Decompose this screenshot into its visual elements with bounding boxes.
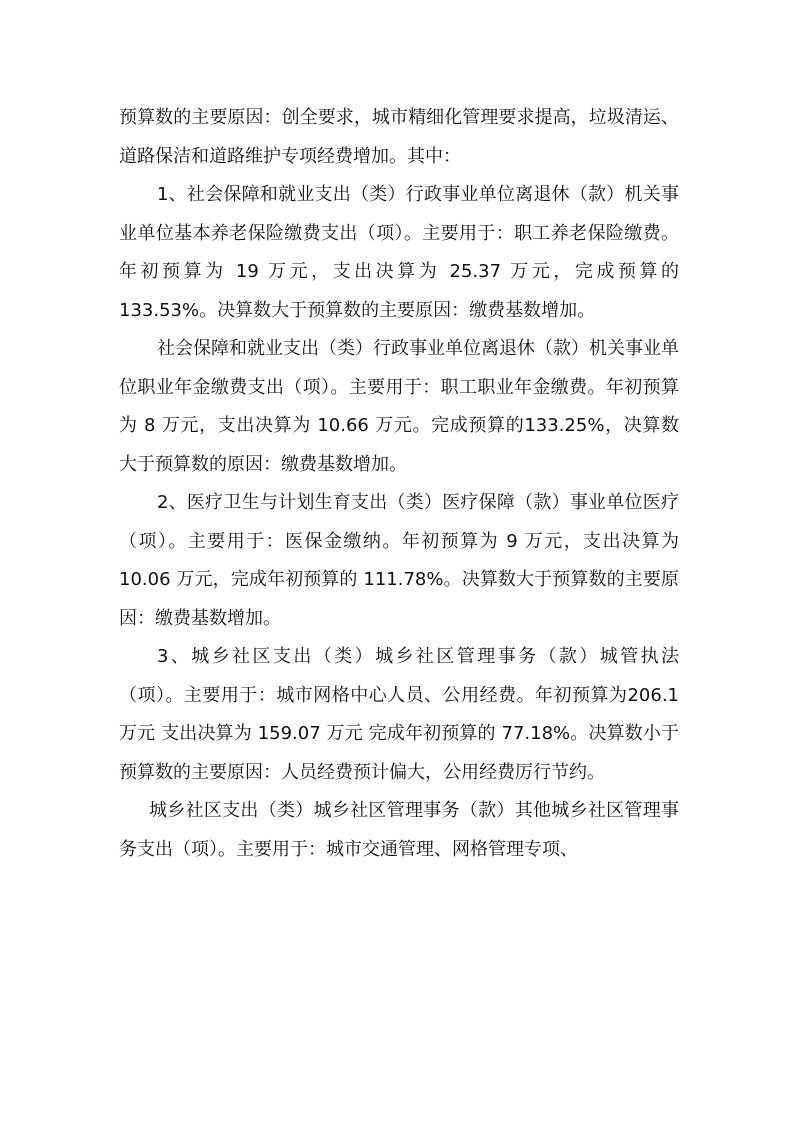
paragraph-item-3-urban-enforcement: 3、城乡社区支出（类）城乡社区管理事务（款）城管执法（项）。主要用于：城市网格中心人员、公用经费。年初预算为206.1 万元 支出决算为 159.07 万元 完成年初预算的 77.18%。决算数小于预算数的主要原因：人员经费预计偏大，公用经费厉行节约。 [119, 646, 679, 783]
paragraph-intro-continuation: 预算数的主要原因：创全要求，城市精细化管理要求提高，垃圾清运、道路保洁和道路维护专项经费增加。其中： [119, 107, 679, 167]
document-body [119, 99, 679, 869]
paragraph-item-1-annuity: 社会保障和就业支出（类）行政事业单位离退休（款）机关事业单位职业年金缴费支出（项）。主要用于：职工职业年金缴费。年初预算为 8 万元，支出决算为 10.66 万元。完成预算的133.25%，决算数大于预算数的原因：缴费基数增加。 [119, 338, 679, 475]
paragraph-item-2-medical: 2、医疗卫生与计划生育支出（类）医疗保障（款）事业单位医疗（项）。主要用于：医保金缴纳。年初预算为 9 万元，支出决算为 10.06 万元，完成年初预算的 111.78%。决算数大于预算数的主要原因：缴费基数增加。 [119, 492, 679, 629]
paragraph-item-1-pension: 1、社会保障和就业支出（类）行政事业单位离退休（款）机关事业单位基本养老保险缴费支出（项）。主要用于：职工养老保险缴费。年初预算为 19 万元，支出决算为 25.37 万元，完成预算的 133.53%。决算数大于预算数的主要原因：缴费基数增加。 [119, 184, 679, 321]
paragraph-item-3-other-urban: 城乡社区支出（类）城乡社区管理事务（款）其他城乡社区管理事务支出（项）。主要用于：城市交通管理、网格管理专项、 [119, 800, 679, 860]
